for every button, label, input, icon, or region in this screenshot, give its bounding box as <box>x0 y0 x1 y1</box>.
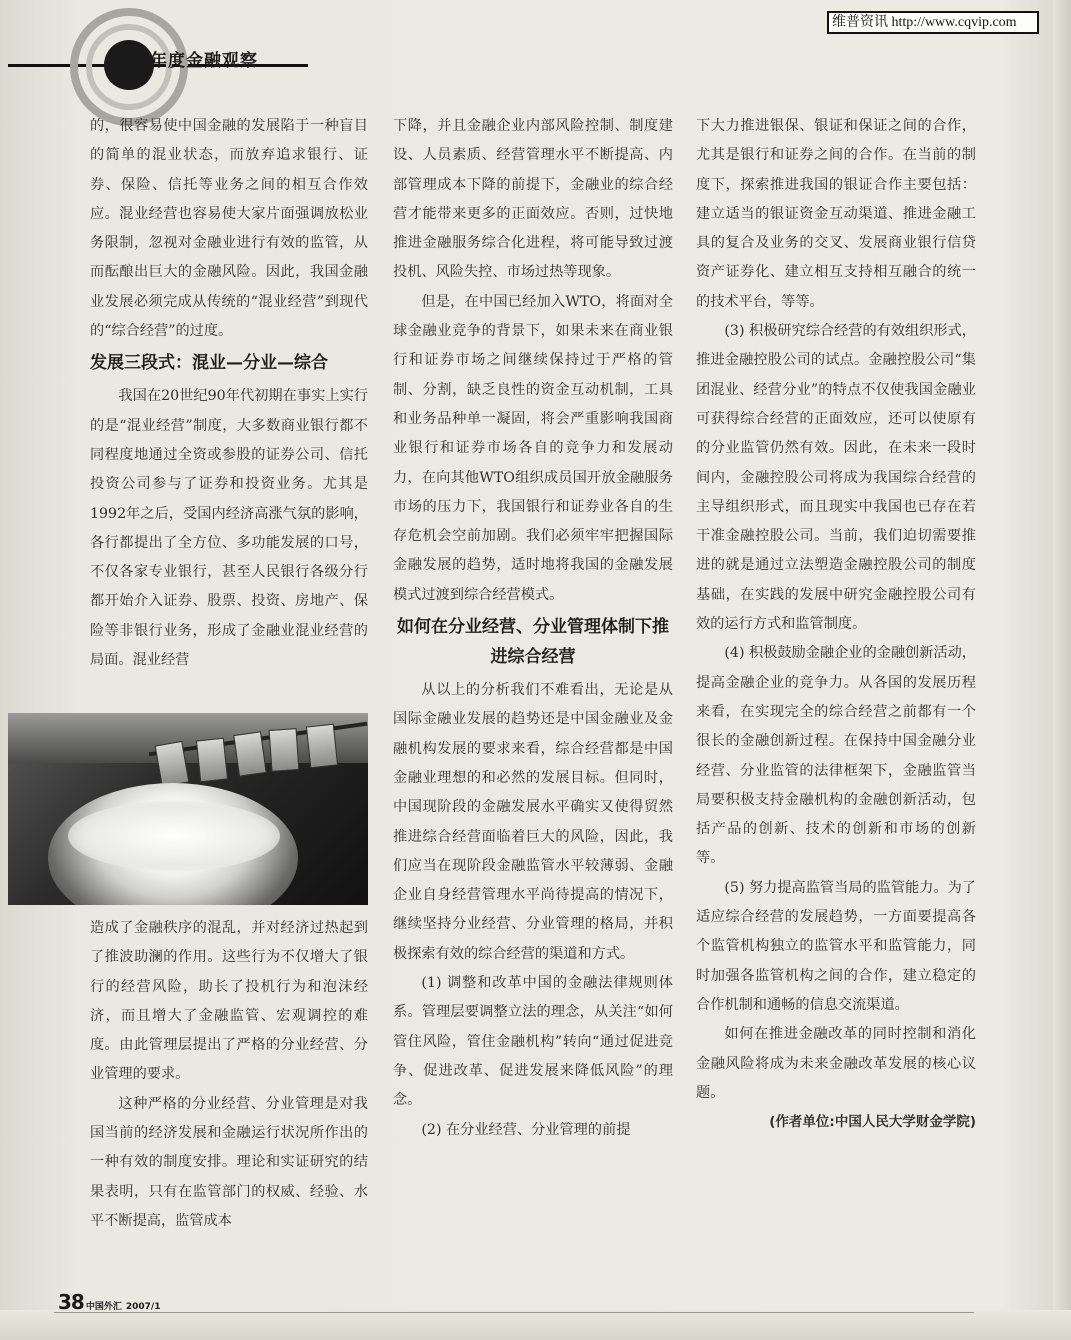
paragraph: (3) 积极研究综合经营的有效组织形式，推进金融控股公司的试点。金融控股公司“集团混业、经营分业”的特点不仅使我国金融业可获得综合经营的正面效应，还可以使原有的分业监管仍然有效。因此，在未来一段时间内，金融控股公司将成为我国综合经营的主导组织形式，而且现实中我国也已存在若干准金融控股公司。当前，我们迫切需要推进的就是通过立法塑造金融控股公司的制度基础，在实践的发展中研究金融控股公司有效的运行方式和监管制度。 <box>696 323 976 633</box>
paragraph: 这种严格的分业经营、分业管理是对我国当前的经济发展和金融运行状况所作出的一种有效的制度安排。理论和实证研究的结果表明，只有在监管部门的权威、经验、水平不断提高，监管成本 <box>90 1095 368 1229</box>
paragraph: (2) 在分业经营、分业管理的前提 <box>421 1121 631 1138</box>
author-affiliation: (作者单位:中国人民大学财金学院) <box>769 1114 976 1131</box>
paragraph: 下大力推进银保、银证和保证之间的合作，尤其是银行和证券之间的合作。在当前的制度下，探索推进我国的银证合作主要包括：建立适当的银证资金互动渠道、推进金融工具的复合及业务的交叉、发展商业银行信贷资产证券化、建立相互支持相互融合的统一的技术平台，等等。 <box>696 118 976 310</box>
publication-name: 中国外汇 <box>85 1302 122 1312</box>
section-heading-2: 如何在分业经营、分业管理体制下推进综合经营 <box>397 617 669 668</box>
paragraph: 我国在20世纪90年代初期在事实上实行的是“混业经营”制度，大多数商业银行都不同程度地通过全资或参股的证券公司、信托投资公司参与了证券和投资业务。尤其是1992年之后，受国内经济高涨气氛的影响，各行都提出了全方位、多功能发展的口号，不仅各家专业银行，甚至人民银行各级分行都开始介入证券、股票、投资、房地产、保险等非银行业务，形成了金融业混业经营的局面。混业经营 <box>90 388 368 669</box>
paragraph: 造成了金融秩序的混乱，并对经济过热起到了推波助澜的作用。这些行为不仅增大了银行的经营风险，助长了投机行为和泡沫经济，而且增大了金融监管、宏观调控的难度。由此管理层提出了严格的分业经营、分业管理的要求。 <box>90 920 368 1083</box>
column-3 <box>696 112 976 1137</box>
paragraph: 从以上的分析我们不难看出，无论是从国际金融业发展的趋势还是中国金融业及金融机构发展的要求来看，综合经营都是中国金融业理想的和必然的发展目标。但同时，中国现阶段的金融发展水平确实又使得贸然推进综合经营面临着巨大的风险，因此，我们应当在现阶段金融监管水平较薄弱、金融企业自身经营管理水平尚待提高的情况下，继续坚持分业经营、分业管理的格局，并积极探索有效的综合经营的渠道和方式。 <box>393 682 673 962</box>
section-title: 年度金融观察 <box>150 51 258 71</box>
column-1-top <box>90 112 368 675</box>
page-footer <box>58 1290 160 1314</box>
header-disc-logo <box>104 40 154 90</box>
footer-rule <box>54 1312 974 1313</box>
paragraph: (5) 努力提高监管当局的监管能力。为了适应综合经营的发展趋势，一方面要提高各个监管机构独立的监管水平和监管能力，同时加强各监管机构之间的合作，建立稳定的合作机制和通畅的信息交流渠道。 <box>696 879 976 1013</box>
column-1-bottom <box>90 914 368 1236</box>
page-edge-shadow <box>1053 0 1071 1340</box>
issue-number: 2007/1 <box>125 1302 161 1312</box>
paragraph: (4) 积极鼓励金融企业的金融创新活动，提高金融企业的竞争力。从各国的发展历程来看，在实现完全的综合经营之前都有一个很长的金融创新过程。在保持中国金融分业经营、分业监管的法律框架下，金融监管当局要积极支持金融机构的金融创新活动，包括产品的创新、技术的创新和市场的创新等。 <box>696 645 976 867</box>
paragraph: 但是，在中国已经加入WTO，将面对全球金融业竞争的背景下，如果未来在商业银行和证券市场之间继续保持过于严格的管制、分割，缺乏良性的资金互动机制，工具和业务品种单一凝固，将会严重影响我国商业银行和证券市场各自的竞争力和发展动力，在向其他WTO组织成员国开放金融服务市场的压力下，我国银行和证券业各自的生存危机会空前加剧。我们必须牢牢把握国际金融发展的趋势，适时地将我国的金融发展模式过渡到综合经营模式。 <box>393 293 673 603</box>
column-2 <box>393 112 673 1145</box>
article-photo <box>8 713 368 905</box>
page-bottom-shadow <box>0 1310 1071 1340</box>
paragraph: 如何在推进金融改革的同时控制和消化金融风险将成为未来金融改革发展的核心议题。 <box>696 1026 976 1101</box>
page-number: 38 <box>58 1290 84 1314</box>
paragraph: (1) 调整和改革中国的金融法律规则体系。管理层要调整立法的理念，从关注“如何管住风险，管住金融机构”转向“通过促进竞争、促进改革、促进发展来降低风险”的理念。 <box>393 975 673 1109</box>
paragraph: 下降，并且金融企业内部风险控制、制度建设、人员素质、经营管理水平不断提高、内部管理成本下降的前提下，金融业的综合经营才能带来更多的正面效应。否则，过快地推进金融服务综合化进程，将可能导致过渡投机、风险失控、市场过热等现象。 <box>393 118 673 281</box>
paragraph: 的，很容易使中国金融的发展陷于一种盲目的简单的混业状态，而放弃追求银行、证券、保险、信托等业务之间的相互合作效应。混业经营也容易使大家片面强调放松业务限制，忽视对金融业进行有效的监管，从而酝酿出巨大的金融风险。因此，我国金融业发展必须完成从传统的“混业经营”到现代的“综合经营”的过度。 <box>90 118 368 340</box>
section-heading-1: 发展三段式：混业—分业—综合 <box>90 353 328 374</box>
source-watermark-link[interactable]: 维普资讯 http://www.cqvip.com <box>827 11 1039 34</box>
